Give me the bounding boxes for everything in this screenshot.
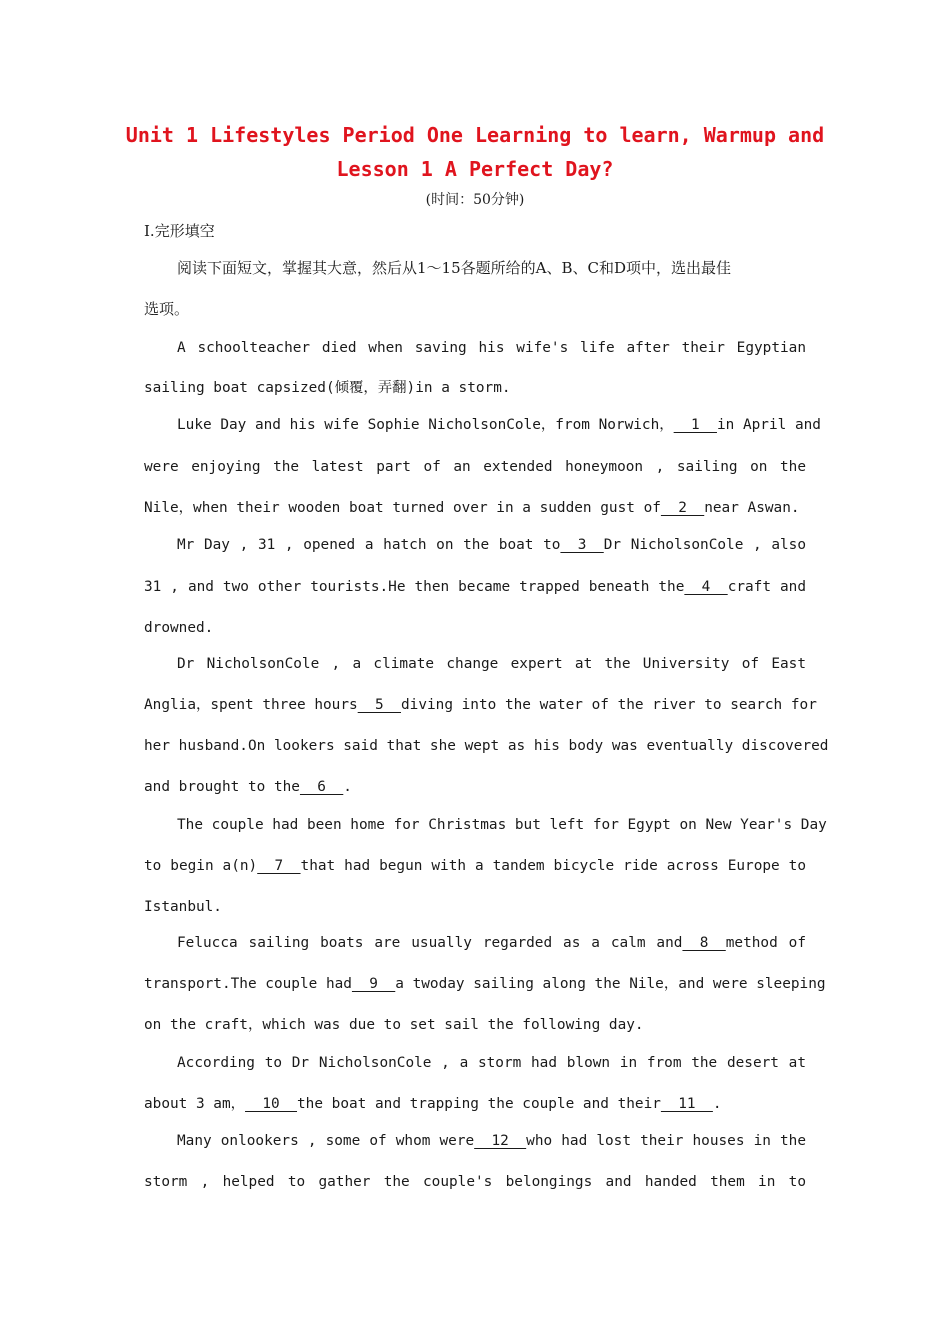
blank-11: 11 — [660, 1096, 713, 1112]
passage-line: The couple had been home for Christmas but left for Egypt on New Year's Day — [177, 817, 827, 833]
passage-line: A schoolteacher died when saving his wife's life after their Egyptian — [177, 340, 806, 356]
blank-7: 7 — [257, 858, 301, 874]
instructions-line-2: 选项。 — [144, 300, 190, 318]
passage-line: about 3 am， 10 the boat and trapping the couple and their 11 . — [144, 1093, 806, 1115]
passage-line: and brought to the 6 . — [144, 776, 806, 798]
passage-line: According to Dr NicholsonCole , a storm had blown in from the desert at — [177, 1055, 806, 1071]
passage-line: Nile，when their wooden boat turned over in a sudden gust of 2 near Aswan. — [144, 497, 806, 519]
passage-line: to begin a(n) 7 that had begun with a tandem bicycle ride across Europe to — [144, 855, 806, 877]
document-title-line-2: Lesson 1 A Perfect Day? — [336, 157, 614, 181]
passage-line: were enjoying the latest part of an extended honeymoon , sailing on the — [144, 459, 806, 475]
blank-9: 9 — [351, 976, 396, 992]
blank-6: 6 — [299, 779, 344, 795]
passage-line: drowned. — [144, 620, 214, 636]
blank-3: 3 — [560, 537, 604, 553]
blank-5: 5 — [357, 697, 401, 713]
passage-line: Mr Day , 31 , opened a hatch on the boat to 3 Dr NicholsonCole , also — [177, 534, 806, 556]
blank-8: 8 — [682, 935, 726, 951]
document-title-line-1: Unit 1 Lifestyles Period One Learning to learn, Warmup and — [125, 123, 825, 147]
section-heading: Ⅰ.完形填空 — [144, 222, 215, 240]
blank-10: 10 — [245, 1096, 298, 1112]
passage-line: on the craft，which was due to set sail the following day. — [144, 1017, 644, 1033]
passage-line: her husband.On lookers said that she wept as his body was eventually discovered — [144, 738, 829, 754]
blank-2: 2 — [660, 500, 705, 516]
passage-line: Anglia，spent three hours 5 diving into the water of the river to search for — [144, 694, 806, 716]
passage-line: sailing boat capsized(倾覆，弄翻)in a storm. — [144, 380, 511, 396]
blank-1: 1 — [673, 417, 717, 433]
passage-line: 31 , and two other tourists.He then became trapped beneath the 4 craft and — [144, 576, 806, 598]
passage-line: Dr NicholsonCole , a climate change expert at the University of East — [177, 656, 806, 672]
passage-line: transport.The couple had 9 a twoday sailing along the Nile，and were sleeping — [144, 973, 806, 995]
blank-4: 4 — [684, 579, 728, 595]
passage-line: Many onlookers , some of whom were 12 who had lost their houses in the — [177, 1130, 806, 1152]
time-limit-note: (时间：50分钟) — [425, 192, 525, 208]
passage-line: storm , helped to gather the couple's belongings and handed them in to — [144, 1174, 806, 1190]
blank-12: 12 — [474, 1133, 527, 1149]
passage-line: Istanbul. — [144, 899, 222, 915]
instructions-line-1: 阅读下面短文，掌握其大意，然后从1～15各题所给的A、B、C和D项中，选出最佳 — [177, 259, 731, 277]
passage-line: Felucca sailing boats are usually regarded as a calm and 8 method of — [177, 932, 806, 954]
passage-line: Luke Day and his wife Sophie NicholsonCole，from Norwich， 1 in April and — [177, 414, 806, 436]
